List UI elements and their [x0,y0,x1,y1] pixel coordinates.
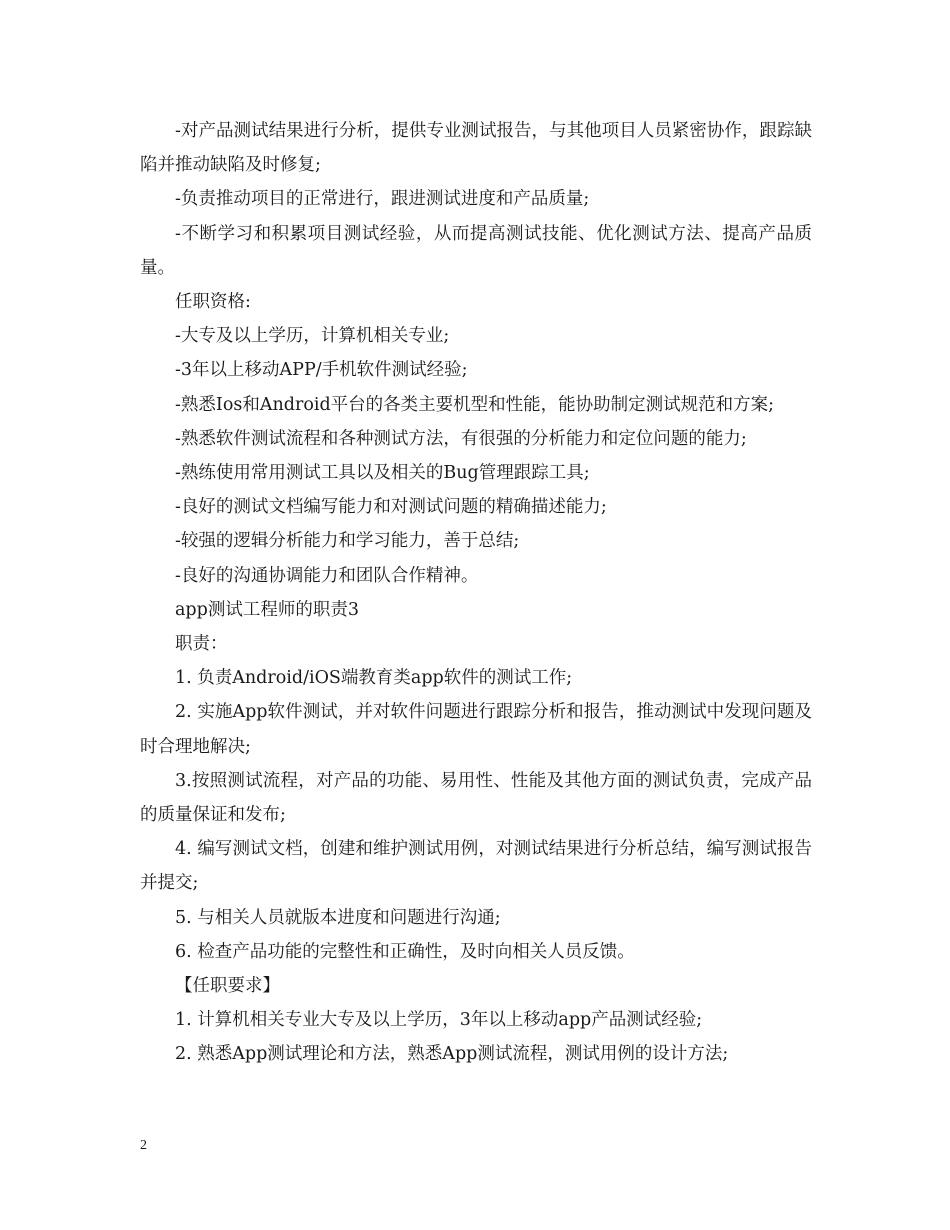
duty-item: 4. 编写测试文档，创建和维护测试用例，对测试结果进行分析总结，编写测试报告并提交; [140,839,812,894]
qualification-item: -良好的沟通协调能力和团队合作精神。 [175,565,479,586]
duty-item: 2. 实施App软件测试，并对软件问题进行跟踪分析和报告，推动测试中发现问题及时合理地解决; [140,702,812,757]
requirement-item: 1. 计算机相关专业大专及以上学历，3年以上移动app产品测试经验; [175,1010,703,1031]
section-heading-qualifications: 任职资格: [175,292,251,313]
duty-item: 6. 检查产品功能的完整性和正确性，及时向相关人员反馈。 [175,941,635,962]
section-heading-requirements: 【任职要求】 [175,976,280,997]
qualification-item: -良好的测试文档编写能力和对测试问题的精确描述能力; [175,497,607,518]
qualification-item: -熟练使用常用测试工具以及相关的Bug管理跟踪工具; [175,463,590,484]
duty-item: 3.按照测试流程，对产品的功能、易用性、性能及其他方面的测试负责，完成产品的质量保证和发布; [140,770,812,826]
qualification-item: -熟悉软件测试流程和各种测试方法，有很强的分析能力和定位问题的能力; [175,428,747,449]
page-number: 2 [140,1138,147,1153]
qualification-item: -较强的逻辑分析能力和学习能力，善于总结; [175,531,520,552]
qualification-item: -熟悉Ios和Android平台的各类主要机型和性能，能协助制定测试规范和方案; [175,394,775,415]
section-title-app-tester-duties-3: app测试工程师的职责3 [175,599,359,620]
duty-item: 1. 负责Android/iOS端教育类app软件的测试工作; [175,668,573,689]
paragraph-defect-analysis: -对产品测试结果进行分析，提供专业测试报告，与其他项目人员紧密协作，跟踪缺陷并推动缺陷及时修复; [140,121,812,176]
qualification-item: -3年以上移动APP/手机软件测试经验; [175,360,468,381]
section-heading-duties: 职责： [175,634,228,655]
requirement-item: 2. 熟悉App测试理论和方法，熟悉App测试流程，测试用例的设计方法; [175,1044,729,1065]
paragraph-continuous-learning: -不断学习和积累项目测试经验，从而提高测试技能、优化测试方法、提高产品质量。 [140,223,812,278]
qualification-item: -大专及以上学历，计算机相关专业; [175,326,450,347]
duty-item: 5. 与相关人员就版本进度和问题进行沟通; [175,907,501,928]
document-body [140,114,812,1072]
paragraph-project-progress: -负责推动项目的正常进行，跟进测试进度和产品质量; [175,189,590,210]
